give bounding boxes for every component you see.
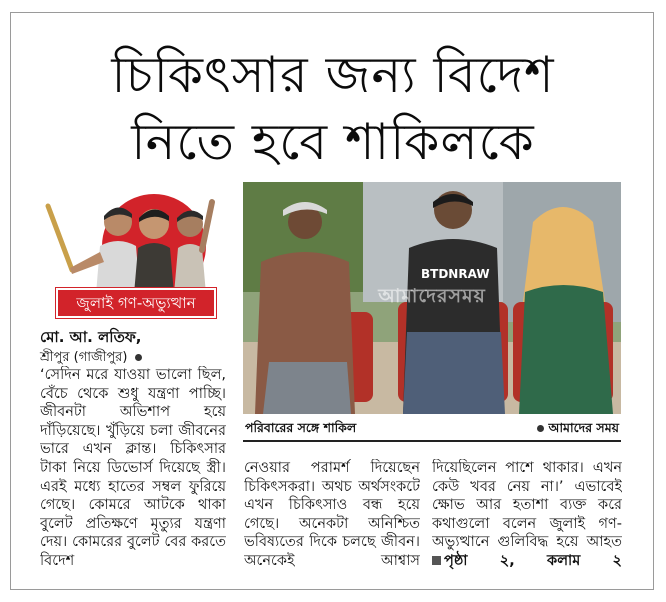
article-column-2 [244,459,420,579]
jump-text: পৃষ্ঠা ২, কলাম ২ [444,552,622,569]
tshirt-print: BTDNRAW [421,267,490,281]
column-3-text: দিয়েছিলেন পাশে থাকার। এখন কেউ খবর নেয় না।’ এভাবেই ক্ষোভ আর হতাশা ব্যক্ত করে কথাগুলো বলেন জুলাই গণ-অভ্যুত্থানে গুলিবিদ্ধ হয়ে আহত [432,460,622,551]
continued-jump [432,553,622,569]
photo-caption-row [243,418,621,442]
article-column-1 [40,366,226,578]
bullet-icon [537,425,544,432]
headline-line-2: নিতে হবে শাকিলকে [131,113,535,171]
dateline [40,349,240,366]
column-1-text: ‘সেদিন মরে যাওয়া ভালো ছিল, বেঁচে থেকে শুধু যন্ত্রণা পাচ্ছি। জীবনটা অভিশাপ হয়ে দাঁড়িয়েছে। খুঁড়িয়ে চলা জীবনের ভারে এখন ক্লান্ত। চিকিৎসার টাকা নিয়ে ডিভোর্স দিয়েছে স্ত্রী। এরই মধ্যে হাতের সম্বল ফুরিয়ে গেছে। কোমরে আটকে থাকা বুলেট প্রতিক্ষণে মৃত্যুর যন্ত্রণা দেয়। কোমরের বুলেট বের করতে বিদেশ [40,367,226,569]
dateline-place: শ্রীপুর (গাজীপুর) [40,350,128,365]
photo-credit-text: আমাদের সময় [548,420,619,435]
headline-line-1: চিকিৎসার জন্য বিদেশ [111,46,555,104]
column-2-text: নেওয়ার পরামর্শ দিয়েছেন চিকিৎসকরা। অথচ অর্থসংকটে এখন চিকিৎসাও বন্ধ হয়ে গেছে। অনেকটা অনিশ্চিত ভবিষ্যতের দিকে চলছে জীবন। অনেকেই আশ্বাস [244,460,420,569]
article-photo [243,182,621,414]
photo-watermark: আমাদেরসময় [378,285,486,307]
photo-caption: পরিবারের সঙ্গে শাকিল [245,420,357,435]
square-bullet-icon [432,556,441,565]
reporter-name: মো. আ. লতিফ, [40,328,142,346]
logo-band-label: জুলাই গণ-অভ্যুত্থান [56,288,216,318]
uprising-illustration [42,184,222,294]
photo-credit [537,418,619,438]
july-uprising-logo [42,184,222,318]
article-column-3 [432,459,622,579]
bullet-icon [135,354,142,361]
byline [40,328,240,366]
